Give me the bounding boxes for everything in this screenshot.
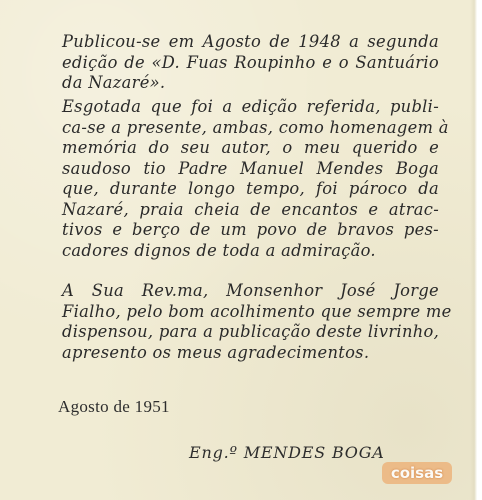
paragraph-1: [62, 32, 439, 94]
text-line: Esgotada que foi a edição referida, publi-: [62, 97, 439, 116]
watermark-logo: coisas: [382, 462, 452, 484]
signature: Eng.º MENDES BOGA: [189, 443, 385, 462]
text-line: saudoso tio Padre Manuel Mendes Boga: [62, 158, 439, 178]
text-line: que, durante longo tempo, foi pároco da: [62, 179, 439, 198]
text-line: ca-se a presente, ambas, como homenagem à: [62, 117, 449, 137]
text-line: Nazaré, praia cheia de encantos e atrac-: [62, 199, 439, 219]
text-line: tivos e berço de um povo de bravos pes-: [62, 220, 439, 239]
page-edge: [470, 0, 482, 500]
text-line: memória do seu autor, o meu querido e: [62, 138, 439, 157]
text-line: dispensou, para a publicação deste livrinho,: [62, 322, 440, 341]
date-line: Agosto de 1951: [58, 397, 170, 416]
text-line: da Nazaré».: [62, 73, 166, 92]
text-line: Fialho, pelo bom acolhimento que sempre me: [62, 301, 452, 321]
text-line: Publicou-se em Agosto de 1948 a segunda: [62, 32, 439, 51]
text-line: A Sua Rev.ma, Monsenhor José Jorge: [62, 281, 439, 300]
text-line: cadores dignos de toda a admiração.: [62, 240, 376, 260]
paragraph-3: [62, 281, 452, 363]
paragraph-2: [62, 97, 449, 261]
text-line: apresento os meus agradecimentos.: [62, 342, 370, 362]
text-line: edição de «D. Fuas Roupinho e o Santuário: [62, 52, 439, 72]
